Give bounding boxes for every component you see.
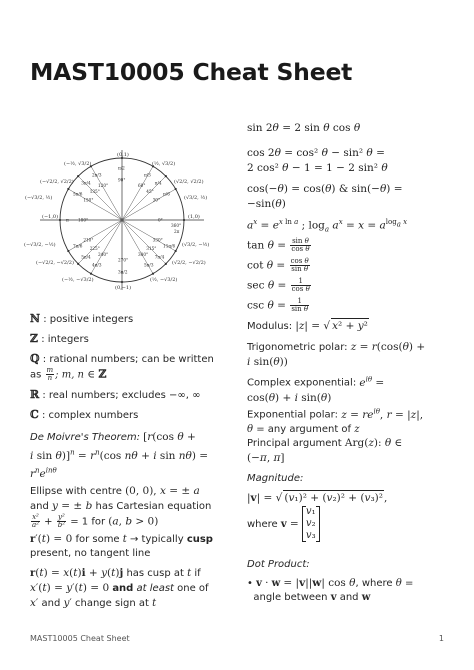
radian-label: 7π/6 — [72, 243, 83, 249]
magnitude-formula: |v| = √ (v₁)² + (v₂)² + (v₃)², — [247, 492, 388, 504]
radian-label: π/4 — [154, 180, 162, 186]
degree-label: 45° — [146, 189, 154, 195]
unit-circle-diagram — [22, 145, 222, 295]
unit-circle-point — [67, 250, 69, 252]
q4-label-3: (½, −√3/2) — [150, 277, 178, 283]
cusp-test: r(t) = x(t)i + y(t)j has cusp at t if x′(t) = y′(t) = 0 and at least one of x′ and y′ change sign at t — [30, 567, 209, 609]
radian-label: 2π/3 — [92, 172, 102, 178]
radian-label: 3π/4 — [81, 180, 91, 186]
rationals-line: ℚ : rational numbers; can be written as $\frac{m}{n}$ ; m, n ∈ ℤ — [30, 352, 214, 382]
unit-circle-point — [90, 273, 92, 275]
complex-exponential: Complex exponential: $e^{i\theta}$ = cos(θ) + i sin(θ) — [247, 375, 385, 404]
magnitude-label: Magnitude: — [247, 473, 304, 484]
q3-label-1: (−√3/2, −½) — [24, 242, 56, 248]
axis-label-bottom: (0,−1) — [115, 285, 132, 291]
degree-label: 30° — [152, 197, 161, 203]
radian-label: 3π/2 — [118, 269, 128, 275]
csc-identity: csc θ = $\frac{1}{\text{sin θ}}$ — [247, 297, 309, 313]
radian-label: π/6 — [163, 191, 170, 197]
q1-label-3: (√3/2, ½) — [184, 195, 208, 201]
q2-label-3: (−√3/2, ½) — [25, 195, 53, 201]
integers-line: ℤ : integers — [30, 332, 89, 345]
unit-circle-point — [67, 188, 69, 190]
degree-label: 150° — [83, 197, 94, 203]
double-angle-cos: cos 2θ = cos² θ − sin² θ = 2 cos² θ − 1 = 1 − 2 sin² θ — [247, 147, 388, 174]
degree-label: 135° — [89, 189, 100, 195]
q2-label-2: (−√2/2, √2/2) — [40, 179, 74, 185]
radian-label: 11π/6 — [163, 243, 176, 249]
trig-polar-form: Trigonometric polar: z = r(cos(θ) + i sin(θ)) — [247, 341, 426, 368]
degree-label: 330° — [152, 237, 163, 243]
q1-label-1: (½, √3/2) — [152, 161, 176, 167]
q1-label-2: (√2/2, √2/2) — [174, 179, 204, 185]
radian-label: π/3 — [144, 172, 151, 178]
dot-product-formula: • v · w = |v||w| cos θ, where θ = angle between v and w — [247, 577, 414, 603]
dot-product-label: Dot Product: — [247, 559, 310, 570]
radian-label: 7π/4 — [154, 254, 165, 260]
degree-label: 225° — [89, 245, 100, 251]
cot-identity: cot θ = $\frac{\text{cos θ}}{\text{sin θ}}$ — [247, 257, 309, 273]
q2-label-1: (−½, √3/2) — [64, 161, 92, 167]
footer-title: MAST10005 Cheat Sheet — [30, 634, 130, 643]
complex-line: ℂ : complex numbers — [30, 408, 139, 421]
even-odd-identities: cos(−θ) = cos(θ) & sin(−θ) = −sin(θ) — [247, 183, 403, 210]
degree-label: 120° — [98, 182, 109, 188]
unit-circle-point — [152, 273, 154, 275]
axis-label-right: (1,0) — [188, 214, 200, 220]
naturals-line: ℕ : positive integers — [30, 312, 134, 325]
ellipse-equation: Ellipse with centre (0, 0), x = ± a and y = ± b has Cartesian equation $\frac{\text{x²}}{\text{a²}}$ + $\frac{\text{y²}}{\text{b²}}$ = 1 for (a, b > 0) — [30, 485, 212, 529]
degree-label: 90° — [118, 177, 126, 183]
degree-label: 315° — [146, 245, 157, 251]
cusp-condition: r′(t) = 0 for some t → typically cusp present, no tangent line — [30, 533, 213, 559]
unit-circle-point — [77, 175, 79, 177]
radian-label: 4π/3 — [92, 262, 102, 268]
unit-circle-point — [77, 263, 79, 265]
radian-label: 5π/3 — [144, 262, 154, 268]
degree-label: 60° — [138, 182, 146, 188]
double-angle-sin: sin 2θ = 2 sin θ cos θ — [247, 122, 361, 134]
sec-identity: sec θ = $\frac{1}{\text{cos θ}}$ — [247, 277, 310, 293]
degree-label: 240° — [98, 252, 109, 258]
page-title: MAST10005 Cheat Sheet — [30, 58, 353, 86]
radian-label-2pi: 2π — [174, 229, 180, 234]
radian-label: 5π/6 — [72, 191, 83, 197]
unit-circle-point — [59, 219, 61, 221]
tan-identity: tan θ = $\frac{\text{sin θ}}{\text{cos θ}}$ — [247, 237, 310, 253]
axis-label-top: (0,1) — [117, 152, 129, 158]
q3-label-3: (−½, −√3/2) — [62, 277, 94, 283]
reals-line: ℝ : real numbers; excludes −∞, ∞ — [30, 388, 201, 401]
radian-label: 5π/4 — [81, 254, 91, 260]
unit-circle-point — [165, 175, 167, 177]
unit-circle-point — [175, 250, 177, 252]
page-number: 1 — [438, 634, 444, 643]
axis-label-left: (−1,0) — [42, 214, 59, 220]
degree-label: 180° — [78, 217, 89, 223]
unit-circle-point — [183, 219, 185, 221]
principal-argument: Principal argument Arg(z): θ ∈ (−π, π] — [247, 437, 403, 464]
degree-label: 0° — [158, 217, 163, 223]
q4-label-1: (√3/2, −½) — [182, 242, 210, 248]
degree-label-360: 360° — [171, 223, 182, 228]
degree-label: 270° — [118, 257, 129, 263]
demoivre-theorem: De Moivre's Theorem: [r(cos θ + i $\sin \theta)]^n = r^n(\cos$ nθ + i sin nθ) = $r^ne^{in\theta}$ — [30, 431, 209, 480]
exponent-log-identity: $a^x = e^{x ln a}$ ; $\log_a a^x = x = a^{log_a x}$ — [247, 218, 408, 234]
q4-label-2: (√2/2, −√2/2) — [172, 260, 206, 266]
unit-circle-point — [165, 263, 167, 265]
modulus-formula: Modulus: |z| = √ x² + y² — [247, 320, 368, 332]
radian-label: π — [66, 217, 69, 223]
q3-label-2: (−√2/2, −√2/2) — [36, 260, 74, 266]
degree-label: 210° — [83, 237, 94, 243]
unit-circle-point — [121, 281, 123, 283]
degree-label: 300° — [138, 252, 149, 258]
radian-label: π/2 — [118, 165, 125, 171]
unit-circle-point — [175, 188, 177, 190]
vector-definition: where v = v₁ v₂ v₃ — [247, 506, 459, 542]
exponential-polar-form: Exponential polar: $z = re^{i\theta}$, r = |z|, θ = any argument of z — [247, 407, 424, 435]
